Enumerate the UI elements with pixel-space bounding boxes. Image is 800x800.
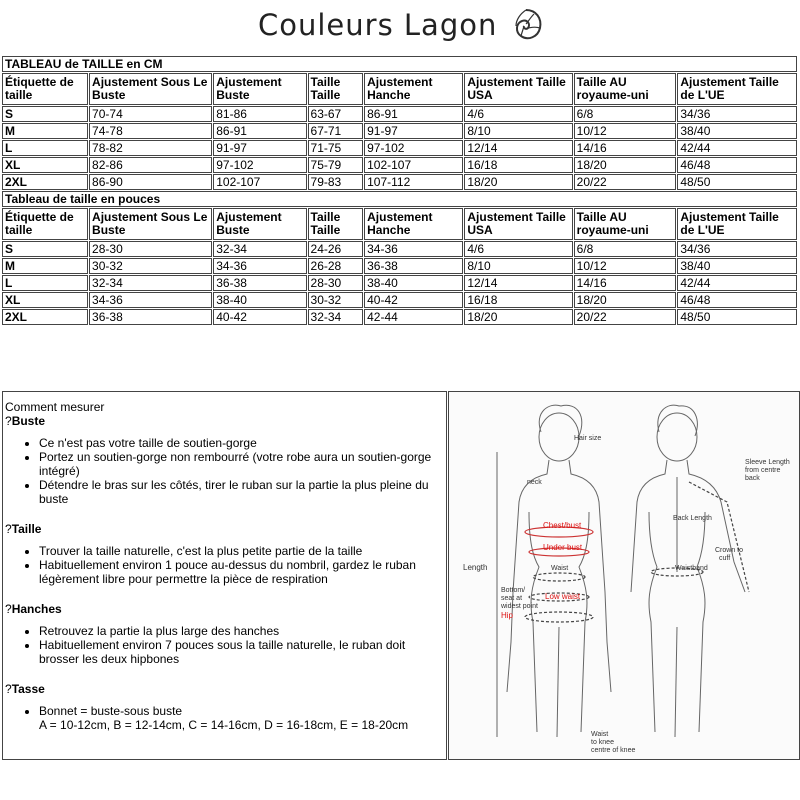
column-header: Taille Taille	[308, 73, 364, 105]
table-cell: 14/16	[574, 140, 677, 156]
table-cell: 71-75	[308, 140, 364, 156]
table-row	[2, 123, 797, 139]
table-cell: 10/12	[574, 258, 677, 274]
table-cell: 18/20	[464, 309, 572, 325]
table-cell: 4/6	[464, 241, 572, 257]
how-to-title: Comment mesurer	[5, 400, 105, 414]
table-cell: 86-91	[364, 106, 463, 122]
table-cell: 34-36	[89, 292, 212, 308]
table-cell: 38/40	[677, 258, 797, 274]
size-label-cell: L	[2, 140, 88, 156]
label-back-length: Back Length	[673, 515, 712, 522]
column-header: Ajustement Hanche	[364, 208, 463, 240]
table-cell: 20/22	[574, 309, 677, 325]
column-header: Ajustement Sous Le Buste	[89, 208, 212, 240]
table-row	[2, 258, 797, 274]
table-cell: 38-40	[364, 275, 463, 291]
table-cell: 70-74	[89, 106, 212, 122]
column-header: Taille Taille	[308, 208, 364, 240]
table-cell: 20/22	[574, 174, 677, 190]
table-cell: 63-67	[308, 106, 364, 122]
column-header: Ajustement Taille de L'UE	[677, 73, 797, 105]
section-list	[5, 624, 446, 666]
label-waistband: Waistband	[675, 565, 708, 572]
list-item: • Ce n'est pas votre taille de soutien-gorge	[39, 436, 446, 450]
table-cell: 67-71	[308, 123, 364, 139]
label-sleeve-1: Sleeve Length	[745, 459, 790, 466]
table-cell: 6/8	[574, 106, 677, 122]
section-title: Tasse	[11, 682, 45, 696]
label-waist: Waist	[551, 565, 569, 572]
label-knee-2: to knee	[591, 739, 614, 746]
table-cell: 86-90	[89, 174, 212, 190]
label-crown-2: cuff	[719, 555, 731, 562]
table-row	[2, 309, 797, 325]
table-cell: 40-42	[213, 309, 306, 325]
section-list	[5, 544, 446, 586]
label-low-waist: Low waist	[545, 592, 581, 601]
size-label-cell: S	[2, 106, 88, 122]
size-label-cell: 2XL	[2, 309, 88, 325]
table-cell: 42-44	[364, 309, 463, 325]
label-knee-1: Waist	[591, 731, 609, 738]
table-cell: 8/10	[464, 123, 572, 139]
column-header: Ajustement Taille de L'UE	[677, 208, 797, 240]
how-to-measure-panel	[2, 391, 447, 760]
cm_table-caption: TABLEAU de TAILLE en CM	[2, 56, 797, 72]
label-chest-bust: Chest/bust	[543, 521, 582, 530]
table-cell: 6/8	[574, 241, 677, 257]
list-item: • Portez un soutien-gorge non rembourré (votre robe aura un soutien-gorge intégré)	[39, 450, 446, 478]
table-cell: 91-97	[213, 140, 306, 156]
size-label-cell: M	[2, 258, 88, 274]
table-cell: 102-107	[364, 157, 463, 173]
table-cell: 102-107	[213, 174, 306, 190]
table-cell: 38-40	[213, 292, 306, 308]
table-cell: 42/44	[677, 140, 797, 156]
label-bottom-2: seat at	[501, 595, 523, 602]
table-row	[2, 106, 797, 122]
brand-name: Couleurs Lagon	[258, 8, 498, 42]
column-header: Ajustement Hanche	[364, 73, 463, 105]
table-cell: 34/36	[677, 241, 797, 257]
table-cell: 12/14	[464, 275, 572, 291]
table-cell: 30-32	[308, 292, 364, 308]
table-cell: 46/48	[677, 157, 797, 173]
table-cell: 28-30	[89, 241, 212, 257]
column-header: Taille AU royaume-uni	[574, 73, 677, 105]
table-cell: 82-86	[89, 157, 212, 173]
nautilus-shell-icon	[506, 6, 546, 46]
table-cell: 24-26	[308, 241, 364, 257]
table-row	[2, 140, 797, 156]
table-cell: 16/18	[464, 292, 572, 308]
table-cell: 18/20	[574, 292, 677, 308]
table-cell: 34-36	[364, 241, 463, 257]
table-cell: 74-78	[89, 123, 212, 139]
table-cell: 32-34	[89, 275, 212, 291]
label-hair-size: Hair size	[574, 435, 602, 442]
column-header: Ajustement Buste	[213, 208, 306, 240]
size-label-cell: L	[2, 275, 88, 291]
label-bottom-3: widest point	[501, 603, 538, 610]
label-crown-1: Crown to	[715, 547, 744, 554]
label-hip: Hip	[501, 611, 514, 620]
label-neck: neck	[527, 479, 542, 486]
table-cell: 38/40	[677, 123, 797, 139]
column-header: Étiquette de taille	[2, 73, 88, 105]
table-row	[2, 241, 797, 257]
table-cell: 91-97	[364, 123, 463, 139]
table-cell: 86-91	[213, 123, 306, 139]
column-header: Ajustement Taille USA	[464, 73, 572, 105]
section-list	[5, 436, 446, 506]
column-header: Taille AU royaume-uni	[574, 208, 677, 240]
table-cell: 26-28	[308, 258, 364, 274]
section-heading	[5, 602, 446, 616]
table-cell: 79-83	[308, 174, 364, 190]
size-label-cell: XL	[2, 157, 88, 173]
body-measurement-illustration	[449, 392, 799, 759]
size-label-cell: XL	[2, 292, 88, 308]
table-cell: 4/6	[464, 106, 572, 122]
table-cell: 12/14	[464, 140, 572, 156]
table-cell: 36-38	[213, 275, 306, 291]
table-cell: 34-36	[213, 258, 306, 274]
table-cell: 36-38	[364, 258, 463, 274]
list-item: • Détendre le bras sur les côtés, tirer le ruban sur la partie la plus pleine du buste	[39, 478, 446, 506]
table-cell: 107-112	[364, 174, 463, 190]
table-cell: 28-30	[308, 275, 364, 291]
table-cell: 18/20	[574, 157, 677, 173]
label-under-bust: Under bust	[543, 543, 583, 552]
table-cell: 75-79	[308, 157, 364, 173]
table-cell: 16/18	[464, 157, 572, 173]
section-title: Taille	[11, 522, 42, 536]
table-cell: 30-32	[89, 258, 212, 274]
table-cell: 40-42	[364, 292, 463, 308]
table-cell: 42/44	[677, 275, 797, 291]
table-header-row	[2, 208, 797, 240]
label-knee-3: centre of knee	[591, 747, 636, 754]
list-item: • Trouver la taille naturelle, c'est la plus petite partie de la taille	[39, 544, 446, 558]
table-cell: 32-34	[308, 309, 364, 325]
section-title: Hanches	[11, 602, 62, 616]
help-prefix: ?	[5, 602, 12, 616]
help-prefix: ?	[5, 682, 12, 696]
table-cell: 97-102	[213, 157, 306, 173]
section-list	[5, 704, 446, 732]
header	[0, 0, 800, 52]
table-row	[2, 275, 797, 291]
list-item: • Habituellement environ 1 pouce au-dessus du nombril, gardez le ruban légèrement libre pour permettre la pièce de respiration	[39, 558, 446, 586]
table-cell: 48/50	[677, 174, 797, 190]
list-item	[39, 704, 446, 732]
table-cell: 46/48	[677, 292, 797, 308]
column-header: Ajustement Buste	[213, 73, 306, 105]
label-sleeve-3: back	[745, 475, 760, 482]
label-length: Length	[463, 563, 488, 572]
table-row	[2, 174, 797, 190]
column-header: Étiquette de taille	[2, 208, 88, 240]
label-sleeve-2: from centre	[745, 467, 781, 474]
table-cell: 14/16	[574, 275, 677, 291]
size-label-cell: 2XL	[2, 174, 88, 190]
table-header-row	[2, 73, 797, 105]
column-header: Ajustement Sous Le Buste	[89, 73, 212, 105]
table-cell: 18/20	[464, 174, 572, 190]
column-header: Ajustement Taille USA	[464, 208, 572, 240]
cup-formula: Bonnet = buste-sous buste	[39, 704, 183, 718]
section-title: Buste	[11, 414, 46, 428]
cup-sizes: A = 10-12cm, B = 12-14cm, C = 14-16cm, D = 16-18cm, E = 18-20cm	[39, 718, 409, 732]
size-chart-table	[1, 55, 798, 326]
section-heading	[5, 414, 446, 428]
table-cell: 78-82	[89, 140, 212, 156]
size-label-cell: S	[2, 241, 88, 257]
table-row	[2, 157, 797, 173]
list-item: • Habituellement environ 7 pouces sous la taille naturelle, le ruban doit brosser les deux hipbones	[39, 638, 446, 666]
table-row	[2, 292, 797, 308]
label-bottom-1: Bottom/	[501, 587, 526, 594]
list-item: • Retrouvez la partie la plus large des hanches	[39, 624, 446, 638]
table-cell: 8/10	[464, 258, 572, 274]
table-cell: 32-34	[213, 241, 306, 257]
table-cell: 34/36	[677, 106, 797, 122]
table-cell: 36-38	[89, 309, 212, 325]
table-cell: 48/50	[677, 309, 797, 325]
table-cell: 97-102	[364, 140, 463, 156]
measurement-diagram	[448, 391, 800, 760]
size-label-cell: M	[2, 123, 88, 139]
help-prefix: ?	[5, 414, 12, 428]
table-cell: 81-86	[213, 106, 306, 122]
help-prefix: ?	[5, 522, 12, 536]
inch_table-caption: Tableau de taille en pouces	[2, 191, 797, 207]
table-cell: 10/12	[574, 123, 677, 139]
section-heading	[5, 522, 446, 536]
section-heading	[5, 682, 446, 696]
